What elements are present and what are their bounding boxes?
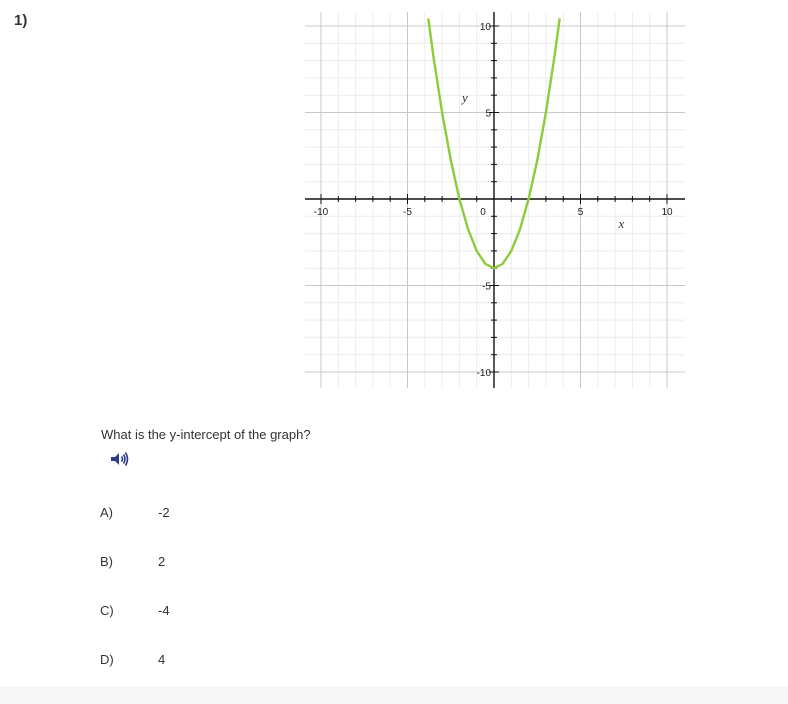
choice-value: -4 (158, 603, 170, 618)
y-tick-label: 5 (485, 108, 491, 120)
grid-minor-lines (305, 12, 685, 388)
axes (305, 12, 685, 388)
choice-letter: A) (100, 505, 113, 520)
x-tick-label: -10 (313, 207, 329, 218)
x-axis-label: x (618, 216, 625, 231)
question-number: 1) (14, 12, 28, 29)
choice-letter: D) (100, 652, 114, 667)
question-text: What is the y-intercept of the graph? (101, 427, 311, 442)
choice-d[interactable] (100, 652, 165, 667)
y-tick-label: -10 (476, 368, 491, 379)
grid-major-lines (305, 12, 685, 388)
choice-letter: C) (100, 603, 114, 618)
choice-letter: B) (100, 554, 113, 569)
y-axis-label: y (462, 90, 468, 106)
y-tick-label: 10 (479, 22, 491, 33)
x-tick-label: 5 (577, 207, 584, 218)
footer-bar (0, 686, 788, 704)
speaker-body (111, 453, 119, 465)
choice-value: -2 (158, 505, 170, 520)
choice-c[interactable] (100, 603, 170, 618)
choice-value: 2 (158, 554, 166, 569)
speaker-icon[interactable] (109, 449, 131, 469)
choice-a[interactable] (100, 505, 170, 520)
speaker-wave-2 (124, 455, 126, 464)
speaker-wave-1 (122, 457, 123, 462)
y-tick-label: -5 (482, 281, 491, 293)
x-tick-label: 0 (480, 207, 486, 218)
x-tick-label: -5 (403, 207, 412, 218)
choice-b[interactable] (100, 554, 165, 569)
x-tick-label: 10 (661, 207, 673, 218)
choice-value: 4 (158, 652, 166, 667)
